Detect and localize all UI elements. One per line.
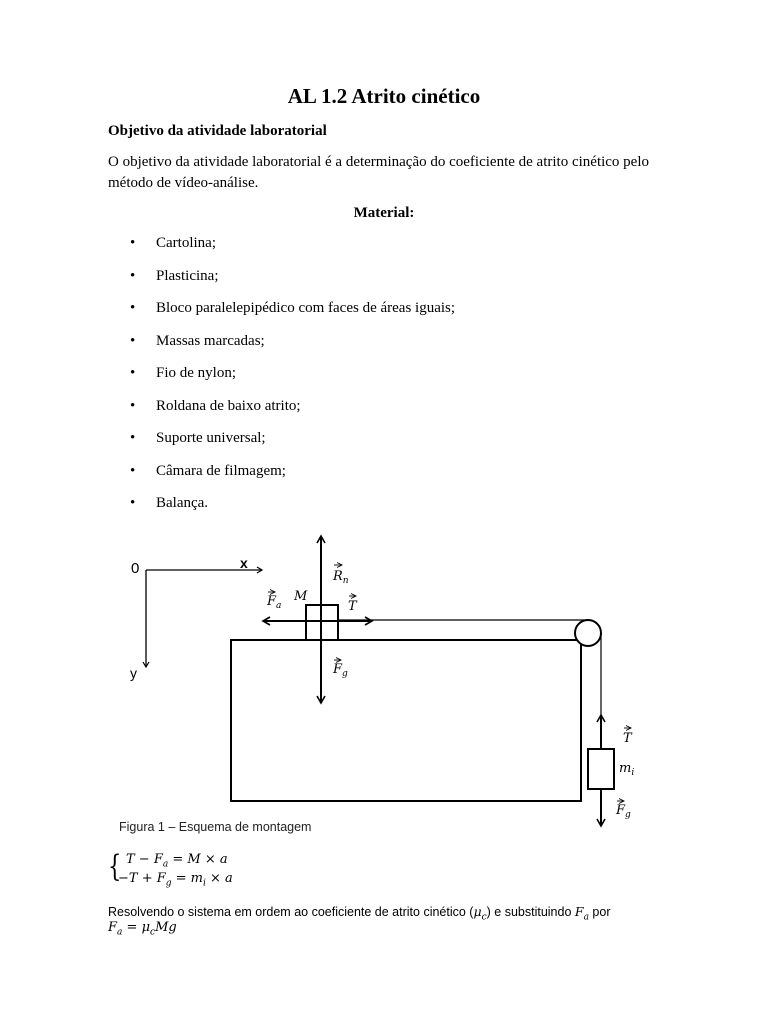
objective-heading: Objetivo da atividade laboratorial — [108, 123, 327, 139]
material-item-label: Plasticina; — [156, 267, 219, 284]
pulley — [575, 620, 601, 646]
material-item-label: Roldana de baixo atrito; — [156, 397, 301, 414]
bullet-icon: • — [130, 397, 136, 414]
m-symbol: m — [619, 761, 632, 776]
f-subscript: g — [342, 669, 348, 679]
bullet-icon: • — [130, 365, 136, 381]
f-symbol: F — [616, 803, 626, 818]
r-symbol: R — [333, 569, 343, 584]
eq2-sub2: i — [203, 878, 206, 889]
figure-caption: Figura 1 – Esquema de montagem — [119, 820, 312, 834]
svg-text:Rn — [332, 569, 349, 586]
mu-symbol: μ — [473, 904, 482, 919]
equation-line-1 — [126, 852, 228, 870]
material-item-label: Câmara de filmagem; — [156, 462, 286, 479]
eq1-left: T − F — [126, 852, 163, 867]
formula-equals: = — [122, 920, 142, 935]
bullet-icon: • — [130, 300, 136, 316]
equation-line-2 — [118, 871, 233, 889]
formula-rest: Mg — [155, 920, 177, 935]
svg-text:Fg — [615, 803, 631, 820]
material-item-label: Suporte universal; — [156, 430, 266, 446]
bullet-icon: • — [130, 332, 136, 349]
label-friction — [266, 592, 281, 611]
r-subscript: n — [342, 576, 349, 586]
origin-label: 0 — [131, 560, 140, 577]
bullet-icon: • — [130, 462, 136, 479]
material-item-label: Bloco paralelepipédico com faces de áreas iguais; — [156, 300, 456, 316]
hanging-mass — [588, 749, 614, 789]
label-hanging-mass — [619, 761, 634, 778]
friction-formula — [108, 920, 177, 938]
resolve-paragraph — [108, 902, 668, 928]
f-subscript: a — [583, 912, 589, 923]
bullet-icon: • — [130, 430, 136, 446]
label-normal-force — [332, 565, 349, 586]
eq2-right: = m — [171, 871, 203, 886]
material-item-label: Cartolina; — [156, 235, 216, 251]
material-heading: Material: — [353, 205, 415, 221]
eq2-left: −T + F — [118, 871, 166, 886]
objective-text: O objetivo da atividade laboratorial é a determinação do coeficiente de atrito cinético pelo método de vídeo-análise. — [108, 154, 650, 191]
formula-lhs: F — [108, 920, 118, 935]
resolve-text-3: por — [588, 905, 611, 919]
f-subscript: a — [276, 601, 282, 611]
label-hanging-tension — [623, 728, 633, 746]
bullet-icon: • — [130, 235, 136, 251]
eq1-sub: a — [162, 859, 169, 870]
svg-text:Fg — [332, 662, 348, 679]
resolve-text-2: ) e substituindo — [486, 905, 575, 919]
y-axis-label: y — [130, 665, 137, 681]
label-tension — [348, 596, 358, 614]
t-symbol: T — [623, 731, 632, 746]
eq2-sub: g — [165, 878, 172, 889]
label-hanging-weight — [615, 801, 631, 820]
material-item-label: Massas marcadas; — [156, 332, 265, 349]
t-symbol: T — [348, 599, 357, 614]
f-symbol: F — [333, 662, 343, 677]
formula-lhs-sub: a — [117, 927, 123, 938]
m-subscript: i — [631, 768, 635, 778]
bullet-icon: • — [130, 495, 136, 511]
page-title: AL 1.2 Atrito cinético — [287, 84, 481, 108]
material-item-label: Fio de nylon; — [156, 365, 237, 381]
f-subscript: g — [625, 810, 631, 820]
formula-mu: μ — [141, 920, 151, 935]
eq1-right: = M × a — [168, 852, 228, 867]
material-item-label: Balança. — [156, 495, 209, 511]
resolve-text-1: Resolvendo o sistema em ordem ao coeficiente de atrito cinético ( — [108, 905, 474, 919]
mu-subscript: c — [481, 912, 487, 923]
brace-icon: { — [108, 849, 122, 884]
svg-text:Fa — [266, 594, 281, 611]
label-weight — [332, 660, 348, 679]
f-symbol: F — [267, 594, 277, 609]
coordinate-axes — [130, 555, 262, 681]
f-symbol: F — [574, 904, 584, 919]
block-label: M — [294, 589, 308, 604]
formula-mu-sub: c — [150, 927, 156, 938]
eq2-end: × a — [205, 871, 233, 886]
bullet-icon: • — [130, 267, 136, 284]
x-axis-label: x — [240, 555, 248, 571]
table-rect — [231, 640, 581, 801]
